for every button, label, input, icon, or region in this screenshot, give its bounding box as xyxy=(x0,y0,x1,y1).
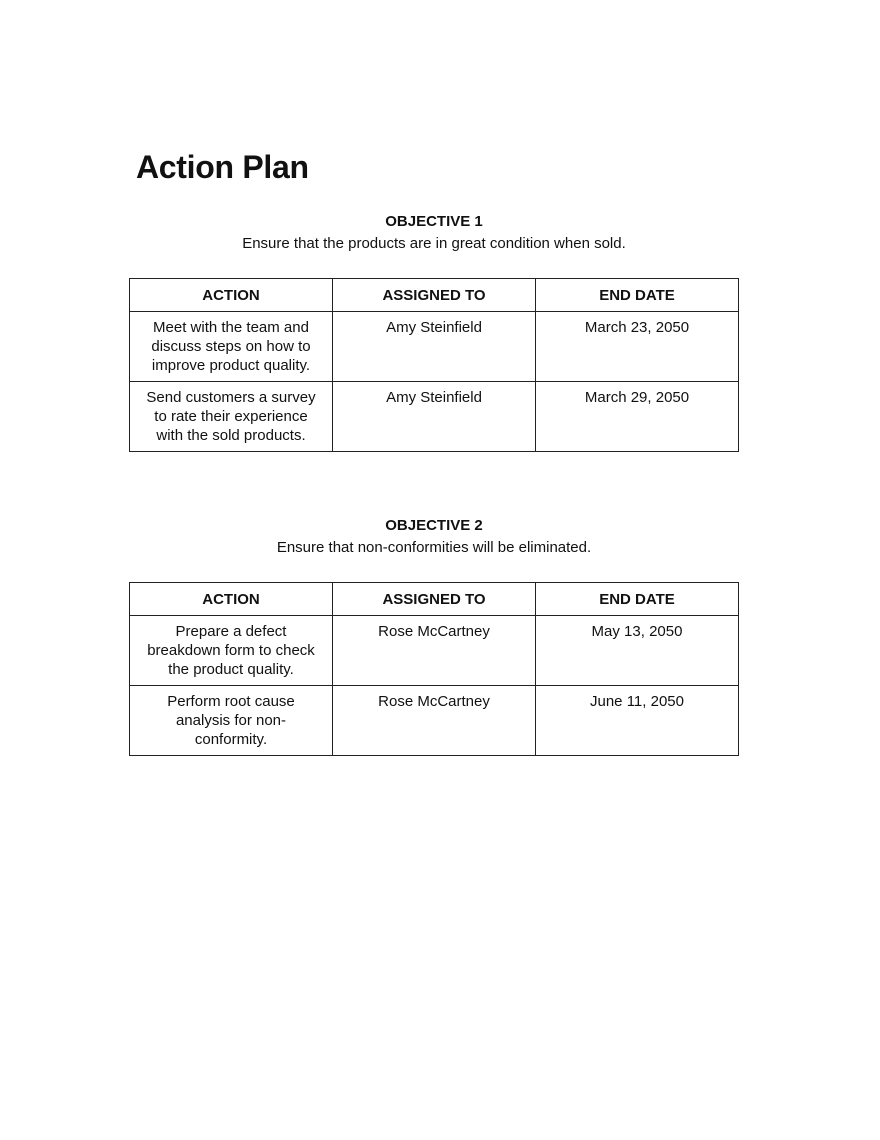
end-date-cell: March 23, 2050 xyxy=(536,312,739,382)
objective-1-table xyxy=(129,278,739,452)
table-row xyxy=(130,616,739,686)
assigned-to-cell: Amy Steinfield xyxy=(333,382,536,452)
action-cell: Meet with the team and discuss steps on how to improve product quality. xyxy=(130,312,333,382)
column-header-action: ACTION xyxy=(130,279,333,312)
column-header-action: ACTION xyxy=(130,583,333,616)
objective-2-table xyxy=(129,582,739,756)
end-date-cell: May 13, 2050 xyxy=(536,616,739,686)
assigned-to-cell: Rose McCartney xyxy=(333,616,536,686)
objective-2-heading: OBJECTIVE 2 xyxy=(385,517,483,534)
objective-1-description: Ensure that the products are in great condition when sold. xyxy=(242,235,626,252)
table-row xyxy=(130,382,739,452)
page-title: Action Plan xyxy=(136,149,309,185)
table-row xyxy=(130,686,739,756)
action-cell: Prepare a defect breakdown form to check the product quality. xyxy=(130,616,333,686)
objective-1-heading: OBJECTIVE 1 xyxy=(385,213,483,230)
action-cell: Perform root cause analysis for non-conformity. xyxy=(130,686,333,756)
column-header-assigned-to: ASSIGNED TO xyxy=(333,279,536,312)
end-date-cell: June 11, 2050 xyxy=(536,686,739,756)
table-row xyxy=(130,312,739,382)
action-cell: Send customers a survey to rate their experience with the sold products. xyxy=(130,382,333,452)
objective-2-description: Ensure that non-conformities will be eliminated. xyxy=(276,539,592,556)
column-header-end-date: END DATE xyxy=(536,583,739,616)
assigned-to-cell: Amy Steinfield xyxy=(333,312,536,382)
table-header-row xyxy=(130,279,739,312)
column-header-end-date: END DATE xyxy=(536,279,739,312)
assigned-to-cell: Rose McCartney xyxy=(333,686,536,756)
objective-2-section xyxy=(129,516,739,748)
column-header-assigned-to: ASSIGNED TO xyxy=(333,583,536,616)
end-date-cell: March 29, 2050 xyxy=(536,382,739,452)
objective-1-section xyxy=(129,212,739,444)
table-header-row xyxy=(130,583,739,616)
